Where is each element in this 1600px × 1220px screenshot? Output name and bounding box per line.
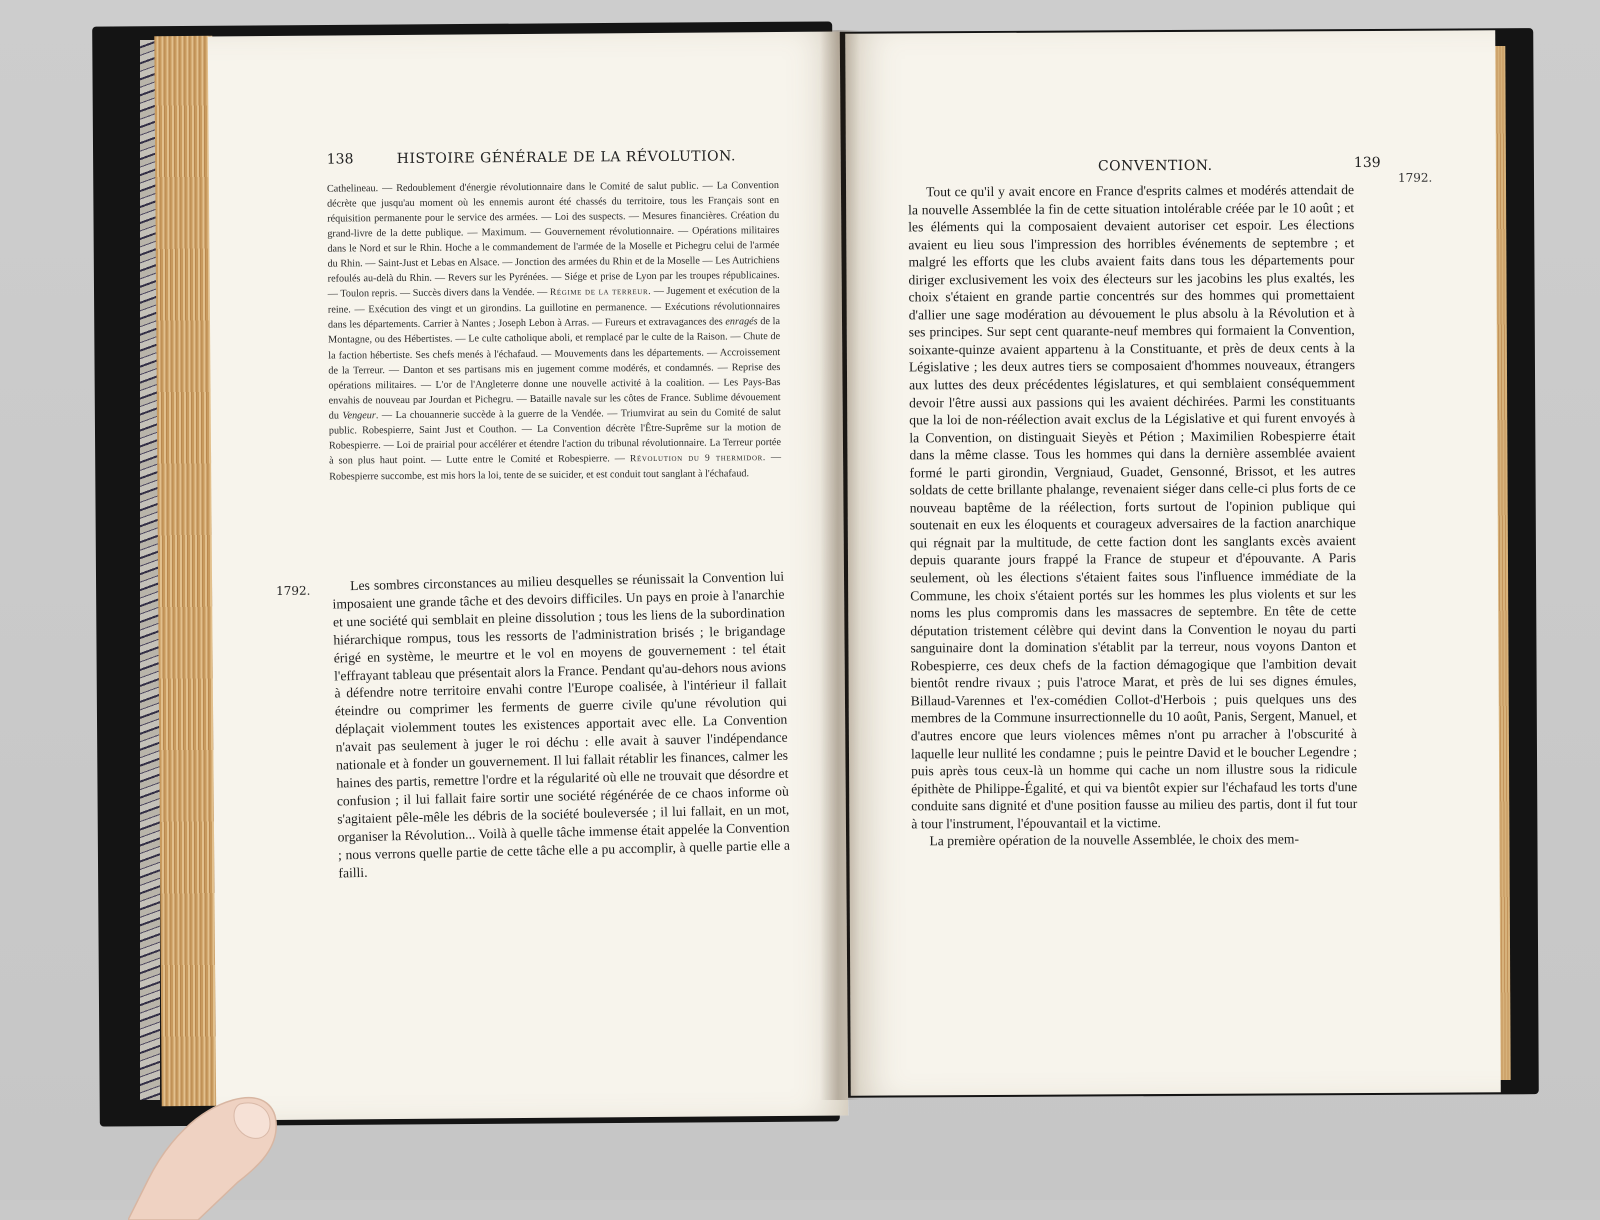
right-page	[845, 30, 1501, 1095]
running-title-left: HISTOIRE GÉNÉRALE DE LA RÉVOLUTION.	[396, 148, 736, 168]
thumb-image	[128, 1070, 288, 1220]
chapter-summary	[327, 178, 781, 484]
summary-italic: enragés	[725, 316, 758, 328]
summary-text: de la Montagne, ou des Hébertistes. — Le culte catholique aboli, et remplacé par le culte de la Raison. — Chute de la faction hébertiste. Ses chefs menés à l'échafaud. — Mouvements dans les départements. — Accroissement de la Terreur. — Danton et ses partisans mis en jugement comme modérés, et condamnés. — Reprise des opérations militaires. — L'or de l'Angleterre donne une nouvelle activité à la coalition. — Les Pays-Bas envahis de nouveau par Jourdan et Pichegru. — Bataille navale sur les côtes de France. Sublime dévouement du	[328, 316, 781, 422]
paragraph: Les sombres circonstances au milieu desquelles se réunissait la Convention lui imposaient une grande tâche et des devoirs difficiles. Un pays en proie à l'anarchie et une société qui semblait en pleine dissolution ; tous les liens de la subordination hiérarchique rompus, tous les ressorts de l'administration brisés ; le brigandage érigé en système, le meurtre et le vol en moyens de gouvernement : tel était l'effrayant tableau que présentait alors la France. Pendant qu'au-dehors nous avions à défendre notre territoire envahi contre l'Europe coalisée, à l'intérieur il fallait éteindre ou comprimer les ferments de guerre civile qu'une révolution qui déplaçait violemment toutes les existences apportait avec elle. La Convention n'avait pas seulement à juger le roi déchu : elle avait à sauver l'indépendance nationale et à fonder un gouvernement. Il lui fallait rétablir les finances, calmer les haines des partis, remettre l'ordre et la régularité où elle ne trouvait que désordre et confusion ; il lui fallait faire sortir une société régénérée de ce chaos informe où s'agitaient pêle-mêle les débris de la société bouleversée ; il lui fallait, en un mot, organiser la Révolution... Voilà à quelle tâche immense était appelée la Convention ; nous verrons quelle partie de cette tâche elle a pu accomplir, à quelle partie elle a failli.	[332, 568, 791, 880]
paragraph: La première opération de la nouvelle Assemblée, le choix des mem-	[929, 831, 1300, 849]
summary-smallcaps: Régime de la terreur.	[549, 287, 652, 299]
running-title-right: CONVENTION.	[1097, 157, 1213, 175]
summary-italic: Vengeur	[342, 409, 376, 422]
paragraph: Tout ce qu'il y avait encore en France d'esprits calmes et modérés attendait de la nouvelle Assemblée la fin de cette situation intolérable créée par le 10 août ; et les éléments qui la composaient devaient autoriser cet espoir. Les élections avaient eu lieu sous l'impression des horribles événements de septembre ; et malgré les efforts que les clubs avaient faits dans tous les départements pour diriger exclusivement les voix des électeurs sur les jacobins les plus exaltés, les choix s'étaient en grande partie concentrés sur des hommes qui promettaient d'allier une sage modération au dévouement le plus absolu à la Révolution et à ses principes. Sur sept cent quarante-neuf membres qui formaient la Convention, soixante-quinze avaient appartenu à la Constituante, et près de deux cents à la Législative ; les deux autres tiers se composaient d'hommes nouveaux, étrangers aux luttes des deux précédentes législatures, et qui semblaient conséquemment devoir l'être aussi aux passions qui les avaient déchirées. Parmi les constituants que la loi de non-réélection avait exclus de la Législative et qui furent envoyés à la Convention, on distinguait Sieyès et Pétion ; Maximilien Robespierre était dans la même classe. Tous les hommes qui dans la dernière assemblée avaient formé le parti girondin, Vergniaud, Guadet, Gensonné, Brissot, et les autres soldats de cette brillante phalange, revenaient siéger dans celle-ci plus forts de ce nouveau baptême de la réélection, forts surtout de l'opinion publique qui soutenait en eux les éloquents et courageux adversaires de la faction anarchique qui régnait par la multitude, de cette faction dont les sanglants excès avaient depuis quarante jours frappé la France de stupeur et d'épouvante. A Paris seulement, où les élections s'étaient faites sous l'influence immédiate de la Commune, les choix s'étaient portés sur les hommes les plus violents et sur les noms les plus compromis dans les massacres de septembre. En tête de cette députation tristement célèbre qui devint dans la Convention le noyau du parti sanguinaire dont la domination s'établit par la terreur, nous voyons Danton et Robespierre, ces deux chefs de la faction démagogique que l'ambition devait bientôt rendre rivaux ; puis l'atroce Marat, et près de lui ses dignes émules, Billaud-Varennes et l'ex-comédien Collot-d'Herbois ; puis quelques uns des membres de la Commune insurrectionnelle du 10 août, Panis, Sergent, Manuel, et d'autres encore que leurs violences mêmes n'ont pu arracher à l'obscurité à laquelle leur nullité les condamne ; puis le peintre David et le boucher Legendre ; puis après tous ceux-là un homme qui cache un nom illustre sous la ridicule épithète de Philippe-Égalité, et qui va bientôt expier sur l'échafaud les torts d'une conduite sans dignité et d'une position fausse au milieu des partis, dont il fut tour à tour l'instrument, l'épouvantail et la victime.	[908, 182, 1358, 832]
gutter-shadow	[820, 30, 860, 1100]
left-page	[208, 32, 848, 1121]
page-number-right: 139	[1353, 154, 1381, 172]
margin-year-right: 1792.	[1397, 170, 1433, 185]
summary-text: — Robespierre succombe, est mis hors la loi, tente de se suicider, et est conduit tout sanglant à l'échafaud.	[329, 451, 782, 483]
summary-smallcaps: Révolution du 9 thermidor.	[629, 452, 766, 465]
page-number-left: 138	[326, 151, 354, 168]
body-text-left	[332, 568, 791, 882]
body-text-right	[908, 181, 1357, 850]
summary-text: — Jugement et exécution de la reine. — Exécution des vingt et un girondins. La guillotine en permanence. — Exécutions révolutionnaires dans les départements. Carrier à Nantes ; Joseph Lebon à Arras. — Fureurs et extravagances des	[327, 285, 780, 331]
summary-text: Cathelineau. — Redoublement d'énergie révolutionnaire dans le Comité de salut public. — La Convention décrète que jusqu'au moment où les ennemis auront été chassés du territoire, tous les Français sont en réquisition permanente pour le service des armées. — Loi des suspects. — Mesures financières. Création du grand-livre de la dette publique. — Maximum. — Gouvernement révolutionnaire. — Opérations militaires dans le Nord et sur le Rhin. Hoche a le commandement de l'armée de la Moselle et Pichegru celui de l'armée du Rhin. — Saint-Just et Lebas en Alsace. — Jonction des armées du Rhin et de la Moselle — Les Autrichiens refoulés au-delà du Rhin. — Revers sur les Pyrénées. — Siége et prise de Lyon par les troupes républicaines. — Toulon repris. — Succès divers dans la Vendée. —	[326, 180, 780, 300]
summary-text: . — La chouannerie succède à la guerre de la Vendée. — Triumvirat au sein du Comité de salut public. Robespierre, Saint Just et Couthon. — La Convention décrète l'Être-Suprême sur la motion de Robespierre. — Loi de prairial pour accélérer et étendre l'action du tribunal révolutionnaire. La Terreur portée à son plus haut point. — Lutte entre le Comité et Robespierre. —	[328, 406, 782, 467]
margin-year-left: 1792.	[276, 583, 311, 598]
